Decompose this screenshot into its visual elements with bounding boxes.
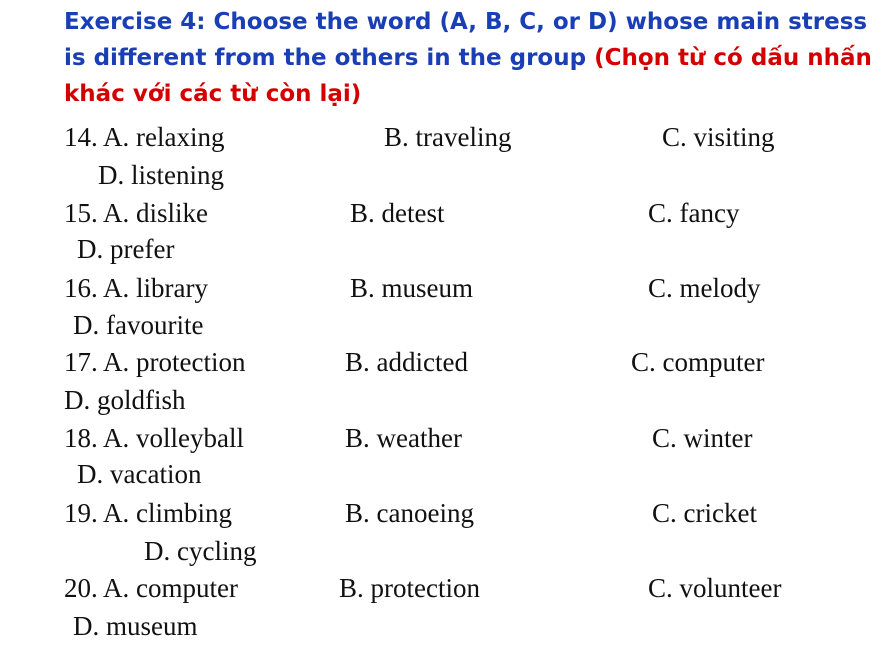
q19-option-c: C. cricket — [652, 498, 757, 528]
exercise-translation: (Chọn từ có dấu nhấn khác với các từ còn lại) — [64, 45, 872, 107]
q15-option-b: B. detest — [350, 198, 445, 228]
q19-option-a: 19. A. climbing — [64, 498, 232, 528]
q19-option-d: D. cycling — [144, 536, 257, 566]
q17-option-a: 17. A. protection — [64, 347, 246, 377]
q18-option-a: 18. A. volleyball — [64, 423, 244, 453]
q18-option-d: D. vacation — [77, 459, 202, 489]
q20-option-d: D. museum — [73, 611, 198, 641]
q16-option-a: 16. A. library — [64, 273, 208, 303]
q15-option-c: C. fancy — [648, 198, 740, 228]
exercise-heading — [64, 4, 876, 112]
q16-option-c: C. melody — [648, 273, 761, 303]
q15-option-d: D. prefer — [77, 234, 175, 264]
q16-option-d: D. favourite — [73, 310, 204, 340]
q20-option-c: C. volunteer — [648, 573, 782, 603]
q16-option-b: B. museum — [350, 273, 474, 303]
exercise-title: Exercise 4: Choose the word (A, B, C, or D) whose main stress is different from the others in the group — [64, 9, 868, 71]
q18-option-c: C. winter — [652, 423, 753, 453]
q14-option-c: C. visiting — [662, 122, 775, 152]
q14-option-b: B. traveling — [384, 122, 512, 152]
q20-option-a: 20. A. computer — [64, 573, 238, 603]
q14-option-a: 14. A. relaxing — [64, 122, 225, 152]
q18-option-b: B. weather — [345, 423, 462, 453]
q15-option-a: 15. A. dislike — [64, 198, 209, 228]
q19-option-b: B. canoeing — [345, 498, 474, 528]
q17-option-b: B. addicted — [345, 347, 468, 377]
q17-option-c: C. computer — [631, 347, 765, 377]
q17-option-d: D. goldfish — [64, 385, 186, 415]
q20-option-b: B. protection — [339, 573, 480, 603]
q14-option-d: D. listening — [98, 160, 224, 190]
